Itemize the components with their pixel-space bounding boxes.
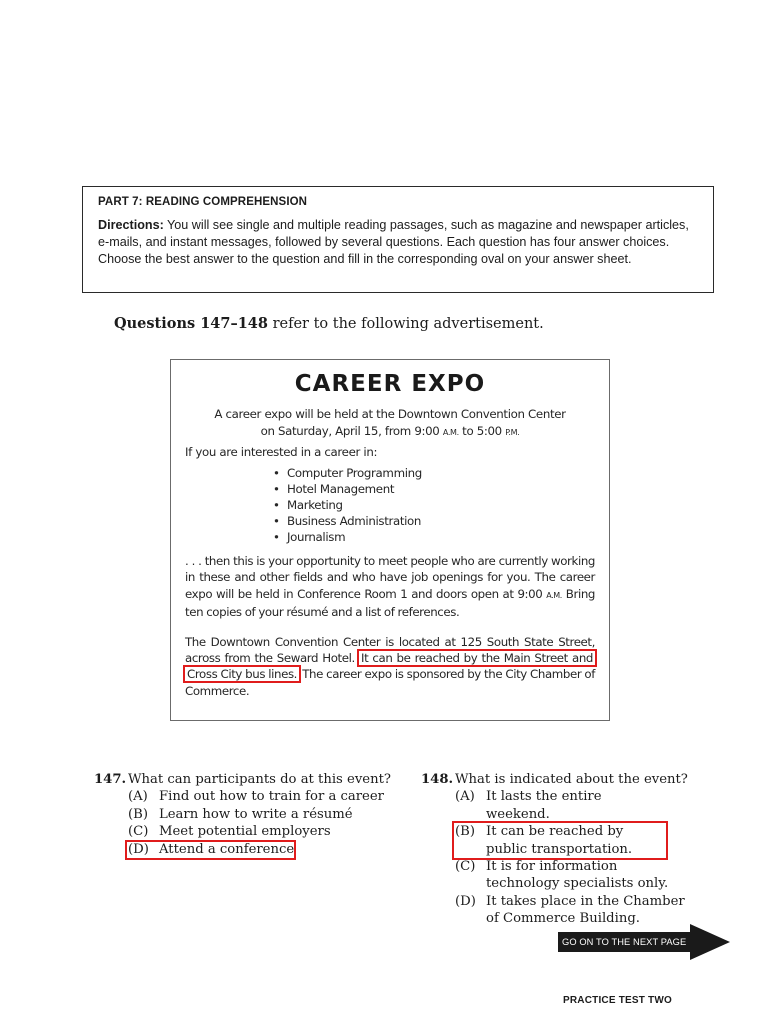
ad-para1-text: . . . then this is your opportunity to meet people who are currently working in these and other fields and who have job openings for you. The career expo will be held in Conference Room 1 and doors open at 9:00	[185, 554, 595, 601]
ad-para1-text-end: Bring ten copies of your résumé and a list of references.	[185, 586, 595, 620]
option-text: It lasts the entire weekend.	[486, 789, 602, 822]
part-title: PART 7: READING COMPREHENSION	[98, 196, 308, 208]
advertisement-box	[170, 359, 610, 721]
answer-option[interactable]	[455, 893, 685, 928]
ad-para1-am: A.M.	[546, 590, 562, 600]
ad-paragraph-2	[185, 634, 595, 700]
question-148	[421, 771, 701, 928]
directions-body: You will see single and multiple reading passages, such as magazine and newspaper articles, e-mails, and instant messages, followed by several questions. Each question has four answer choices. Choose the best answer to the question and fill in the corresponding oval on your answer sheet.	[98, 218, 689, 266]
career-item: • Business Administration	[273, 513, 595, 529]
questions-range: Questions 147–148	[114, 315, 268, 332]
arrow-right-icon	[690, 924, 730, 960]
ad-intro	[185, 406, 595, 441]
option-letter: (B)	[128, 806, 148, 822]
question-147	[94, 771, 394, 858]
answer-highlight-box	[452, 821, 668, 860]
ad-para2-text: The Downtown Convention Center is located at 125 South State Street, across from the Seward Hotel.	[185, 634, 595, 666]
ad-para2-text-end: The career expo is sponsored by the City Chamber of Commerce.	[185, 667, 595, 698]
option-letter: (A)	[455, 789, 475, 805]
answer-option-selected[interactable]	[128, 841, 394, 858]
questions-intro	[114, 315, 544, 332]
option-letter: (D)	[128, 841, 149, 857]
ad-pm: P.M.	[505, 428, 520, 437]
ad-to: to 5:00	[458, 424, 506, 438]
question-text: What is indicated about the event?	[455, 772, 688, 787]
option-text: Find out how to train for a career	[159, 789, 384, 805]
option-letter: (B)	[455, 824, 475, 840]
option-letter: (C)	[455, 859, 476, 875]
answer-highlight-box	[125, 840, 296, 860]
highlighted-evidence-1: It can be reached by the Main Street and	[360, 651, 593, 666]
answer-option[interactable]	[128, 823, 394, 840]
directions-box	[82, 186, 714, 293]
questions-intro-rest: refer to the following advertisement.	[267, 316, 544, 332]
next-page-label: GO ON TO THE NEXT PAGE	[558, 932, 690, 952]
career-item: • Journalism	[273, 529, 595, 545]
option-text: Learn how to write a résumé	[159, 806, 353, 822]
highlighted-evidence-2: Cross City bus lines.	[187, 667, 298, 682]
question-stem	[421, 771, 701, 788]
ad-title: CAREER EXPO	[294, 371, 486, 397]
ad-intro-line1: A career expo will be held at the Downtown Convention Center	[214, 407, 566, 421]
answer-option[interactable]	[455, 858, 685, 893]
question-number: 148.	[421, 772, 454, 787]
directions-text	[98, 217, 698, 268]
answer-option-selected[interactable]	[455, 823, 665, 858]
question-text: What can participants do at this event?	[128, 772, 391, 787]
option-text: It can be reached by public transportation.	[486, 824, 633, 857]
option-text: Meet potential employers	[159, 824, 331, 840]
answer-option[interactable]	[455, 788, 660, 823]
next-page-arrow[interactable]	[558, 924, 730, 960]
career-item: • Hotel Management	[273, 481, 595, 497]
question-number: 147.	[94, 772, 127, 787]
directions-label: Directions:	[98, 218, 164, 232]
ad-intro-line2	[185, 423, 595, 441]
question-stem	[94, 771, 394, 788]
option-letter: (A)	[128, 789, 148, 805]
ad-paragraph-1	[185, 553, 595, 621]
answer-option[interactable]	[128, 788, 394, 805]
ad-date: on Saturday, April 15, from 9:00	[260, 424, 443, 438]
option-text: It takes place in the Chamber of Commerce Building.	[486, 893, 685, 927]
career-item: • Computer Programming	[273, 465, 595, 481]
option-letter: (C)	[128, 824, 149, 840]
option-letter: (D)	[455, 893, 476, 909]
ad-interest: If you are interested in a career in:	[185, 445, 378, 459]
option-text: It is for information technology specialists only.	[486, 859, 669, 892]
page-footer: PRACTICE TEST TWO	[563, 995, 672, 1006]
option-text: Attend a conference	[159, 841, 295, 857]
ad-am: A.M.	[442, 428, 459, 437]
answer-option[interactable]	[128, 806, 394, 823]
career-item: • Marketing	[273, 497, 595, 513]
career-list	[273, 465, 595, 545]
